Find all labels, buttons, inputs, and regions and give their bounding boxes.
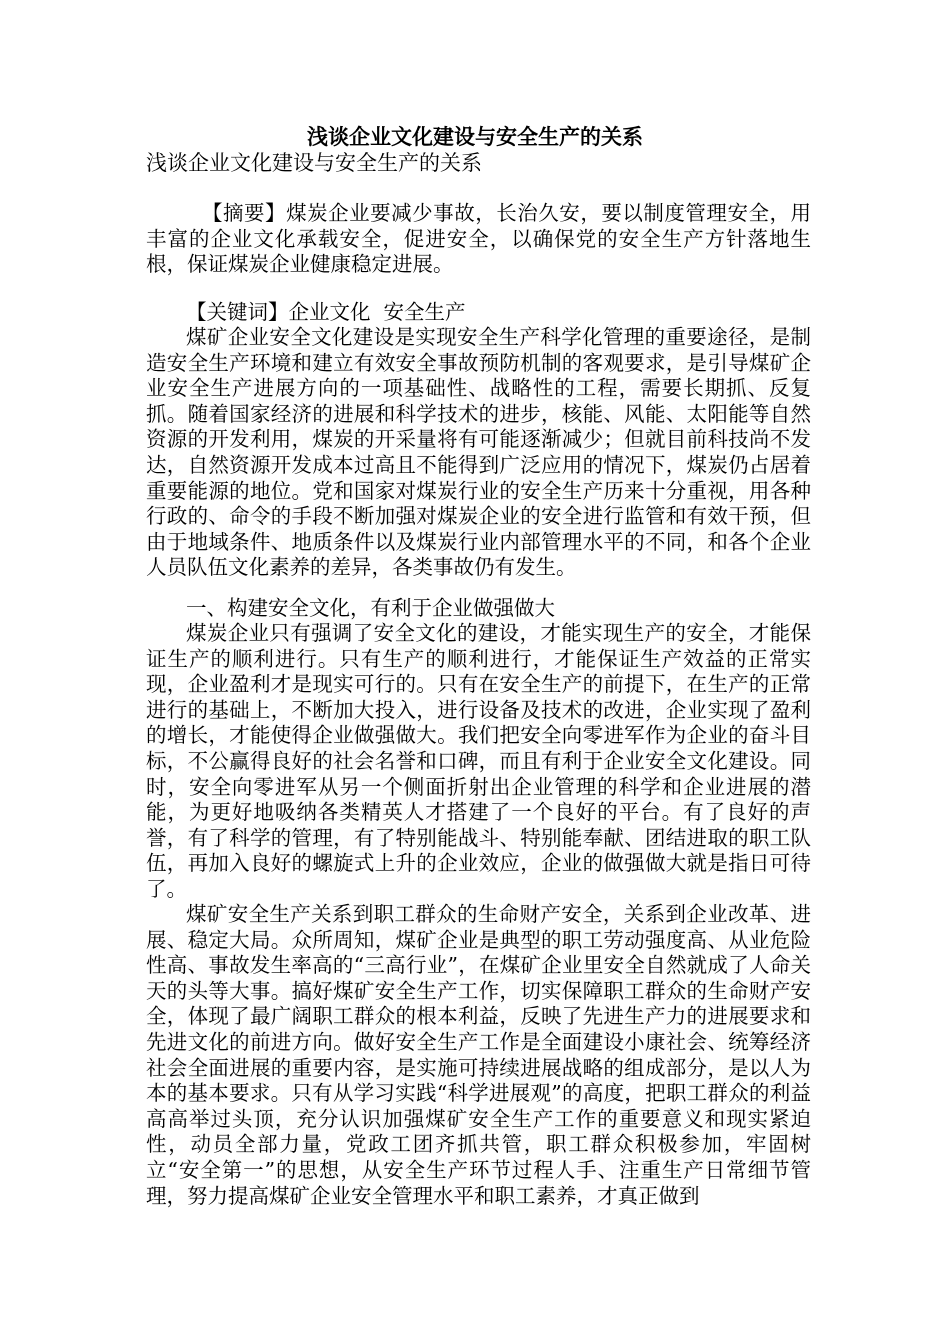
document-title: 浅谈企业文化建设与安全生产的关系 bbox=[307, 124, 643, 149]
section-heading-1: 一、构建安全文化，有利于企业做强做大 bbox=[186, 596, 555, 620]
body-paragraph-2: 煤炭企业只有强调了安全文化的建设，才能实现生产的安全，才能保证生产的顺利进行。只有生产的顺利进行，才能保证生产效益的正常实现，企业盈利才是现实可行的。只有在安全生产的前提下，在生产的正常进行的基础上，不断加大投入，进行设备及技术的改进，企业实现了盈利的增长，才能使得企业做强做大。我们把安全向零进军作为企业的奋斗目标，不公赢得良好的社会名誉和口碑，而且有利于企业安全文化建设。同时，安全向零进军从另一个侧面折射出企业管理的科学和企业进展的潜能，为更好地吸纳各类精英人才搭建了一个良好的平台。有了良好的声誉，有了科学的管理，有了特别能战斗、特别能奉献、团结进取的职工队伍，再加入良好的螺旋式上升的企业效应，企业的做强做大就是指日可待了。 bbox=[146, 621, 811, 901]
body-paragraph-1: 煤矿企业安全文化建设是实现安全生产科学化管理的重要途径，是制造安全生产环境和建立有效安全事故预防机制的客观要求，是引导煤矿企业安全生产进展方向的一项基础性、战略性的工程，需要长期抓、反复抓。随着国家经济的进展和科学技术的进步，核能、风能、太阳能等自然资源的开发利用，煤炭的开采量将有可能逐渐减少；但就目前科技尚不发达，自然资源开发成本过高且不能得到广泛应用的情况下，煤炭仍占居着重要能源的地位。党和国家对煤炭行业的安全生产历来十分重视，用各种行政的、命令的手段不断加强对煤炭企业的安全进行监管和有效干预，但由于地域条件、地质条件以及煤炭行业内部管理水平的不同，和各个企业人员队伍文化素养的差异，各类事故仍有发生。 bbox=[146, 325, 811, 580]
abstract-paragraph: 【摘要】煤炭企业要减少事故，长治久安，要以制度管理安全，用丰富的企业文化承载安全，促进安全，以确保党的安全生产方针落地生根，保证煤炭企业健康稳定进展。 bbox=[146, 201, 811, 277]
body-paragraph-3: 煤矿安全生产关系到职工群众的生命财产安全，关系到企业改革、进展、稳定大局。众所周知，煤矿企业是典型的职工劳动强度高、从业危险性高、事故发生率高的“三高行业”，在煤矿企业里安全自然就成了人命关天的头等大事。搞好煤矿安全生产工作，切实保障职工群众的生命财产安全，体现了最广阔职工群众的根本利益，反映了先进生产力的进展要求和先进文化的前进方向。做好安全生产工作是全面建设小康社会、统筹经济社会全面进展的重要内容，是实施可持续进展战略的组成部分，是以人为本的基本要求。只有从学习实践“科学进展观”的高度，把职工群众的利益高高举过头顶，充分认识加强煤矿安全生产工作的重要意义和现实紧迫性，动员全部力量，党政工团齐抓共管，职工群众积极参加，牢固树立“安全第一”的思想，从安全生产环节过程人手、注重生产日常细节管理，努力提高煤矿企业安全管理水平和职工素养，才真正做到 bbox=[146, 902, 811, 1208]
keywords-line: 【关键词】企业文化 安全生产 bbox=[186, 300, 466, 324]
document-subtitle: 浅谈企业文化建设与安全生产的关系 bbox=[146, 151, 482, 175]
